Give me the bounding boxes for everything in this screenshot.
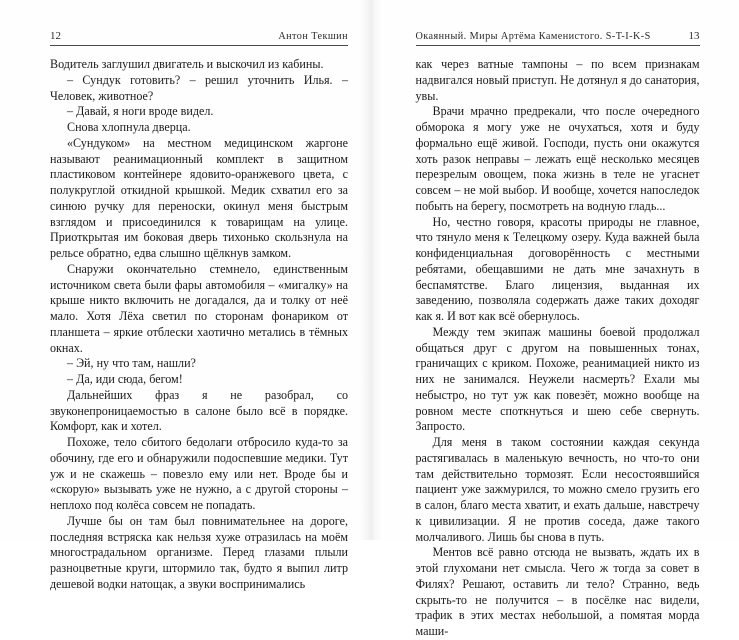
- right-running-head: [416, 30, 700, 45]
- paragraph: – Давай, я ноги вроде видел.: [50, 104, 348, 120]
- right-page-body: [416, 57, 700, 640]
- paragraph: «Сундуком» на местном медицинском жаргоне называют реанимационный комплект в защитном пластиковом контейнере ядовито-оранжевого цвета, с полукруглой откидной крышкой. Медик схватил его за синюю ручку для переноски, окинул меня быстрым взглядом и присоединился к товарищам на улице. Приоткрытая им боковая дверь тихонько скользнула на рельсе обратно, едва слышно щёлкнув замком.: [50, 136, 348, 262]
- right-header-rule: [416, 45, 700, 46]
- right-page: [370, 0, 739, 540]
- paragraph: Снаружи окончательно стемнело, единственным источником света были фары автомобиля – «мигалку» на крыше никто включить не догадался, да и толку от неё мало. Хотя Лёха светил по сторонам фонариком от планшета – яркие отблески хаотично метались в тёмных окнах.: [50, 262, 348, 357]
- paragraph: как через ватные тампоны – по всем признакам надвигался новый приступ. Не дотянул я до санатория, увы.: [416, 57, 700, 104]
- paragraph: Врачи мрачно предрекали, что после очередного обморока я могу уже не очухаться, хотя и буду формально ещё живой. Господи, пусть они окажутся хоть разок неправы – лежать ещё несколько месяцев перезрелым овощем, пока жизнь в теле не угаснет совсем – не мой выбор. И вообще, хочется напоследок побыть на берегу, посмотреть на водную гладь...: [416, 104, 700, 214]
- paragraph: Лучше бы он там был повнимательнее на дороге, последняя встряска как нельзя хуже отразилась на моём многострадальном организме. Перед глазами плыли разноцветные круги, штормило так, будто я выпил литр дешевой водки натощак, а звуки воспринимались: [50, 514, 348, 593]
- paragraph: – Эй, ну что там, нашли?: [50, 356, 348, 372]
- left-page-number: 12: [50, 30, 61, 42]
- paragraph: Снова хлопнула дверца.: [50, 120, 348, 136]
- right-page-number: 13: [689, 30, 700, 42]
- left-page-content: [50, 30, 348, 593]
- paragraph: Между тем экипаж машины боевой продолжал общаться друг с другом на повышенных тонах, граничащих с криком. Похоже, реанимацией никто из них не занимался. Неужели насмерть? Ехали мы небыстро, но тут уж как повезёт, можно вообще на ровном месте споткнуться и шею себе свернуть. Запросто.: [416, 325, 700, 435]
- left-page-body: [50, 57, 348, 593]
- paragraph: – Сундук готовить? – решил уточнить Илья. – Человек, животное?: [50, 73, 348, 105]
- paragraph: – Да, иди сюда, бегом!: [50, 372, 348, 388]
- paragraph: Для меня в таком состоянии каждая секунда растягивалась в маленькую вечность, но что-то они там действительно тормозят. Если несостоявшийся пациент уже зажмурился, то можно смело грузить его в салон, благо места хватит, и ехать дальше, навстречу к цивилизации. Я не против соседа, даже такого молчаливого. Лишь бы снова в путь.: [416, 435, 700, 545]
- left-page: [0, 0, 370, 540]
- right-page-content: [416, 30, 700, 640]
- paragraph: Но, честно говоря, красоты природы не главное, что тянуло меня к Телецкому озеру. Куда важней была конфиденциальная договорённость с местными ребятами, обещавшими не дать мне зачахнуть в беспамятстве. Благо лицензия, выданная их заведению, позволяла содержать даже таких доходяг как я. И вот как всё обернулось.: [416, 215, 700, 325]
- left-running-head: [50, 30, 348, 45]
- paragraph: Похоже, тело сбитого бедолаги отбросило куда-то за обочину, где его и обнаружили подоспевшие медики. Тут уж и не скажешь – повезло ему или нет. Вроде бы и «скорую» вызывать уже не нужно, а с другой стороны – неплохо под колёса совсем не попадать.: [50, 435, 348, 514]
- left-running-head-title: Антон Текшин: [278, 31, 348, 42]
- left-header-rule: [50, 45, 348, 46]
- paragraph: Ментов всё равно отсюда не вызвать, ждать их в этой глухомани нет смысла. Чего ж тогда за совет в Филях? Решают, оставить ли тело? Странно, ведь скрыть-то не получится – в посёлке нас видели, трафик в этих местах небольшой, а помятая морда маши-: [416, 545, 700, 640]
- right-running-head-title: Окаянный. Миры Артёма Каменистого. S-T-I-K-S: [416, 31, 651, 42]
- paragraph: Дальнейших фраз я не разобрал, со звуконепроницаемостью в салоне было всё в порядке. Комфорт, как и хотел.: [50, 388, 348, 435]
- paragraph: Водитель заглушил двигатель и выскочил из кабины.: [50, 57, 348, 73]
